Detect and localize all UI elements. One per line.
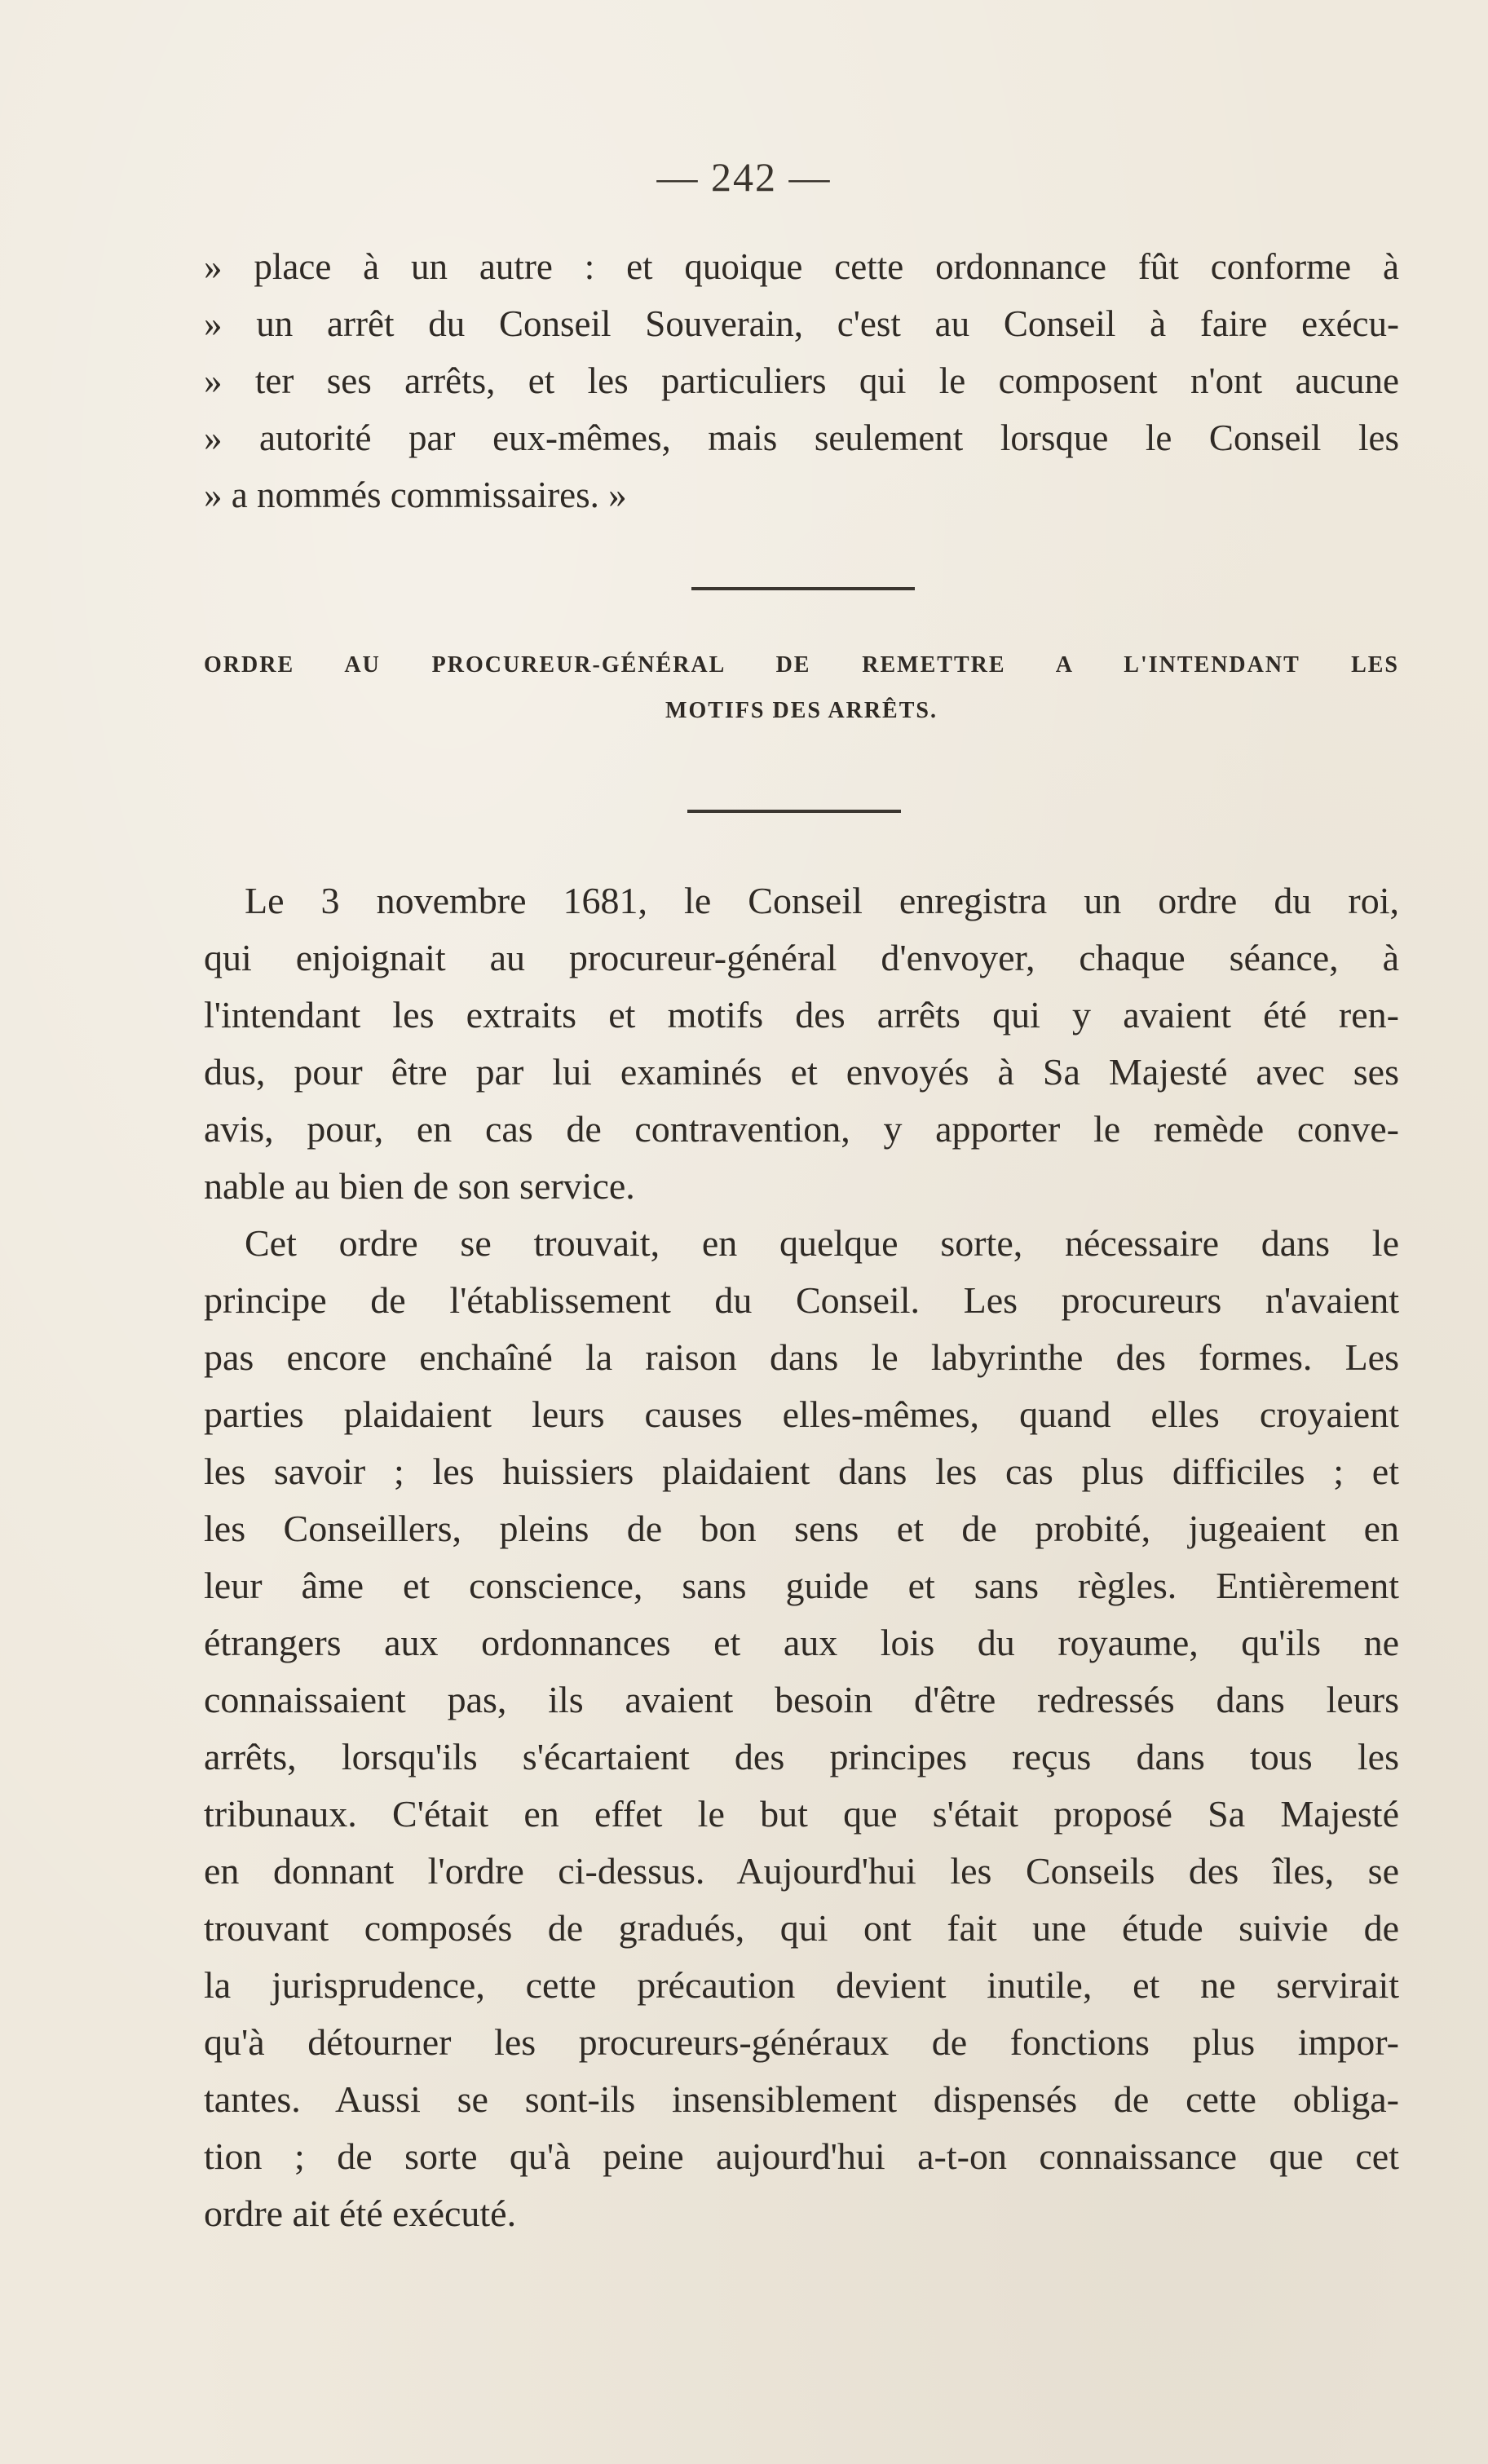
body-line: tribunaux. C'était en effet le but que s'était proposé Sa Majesté [204, 1793, 1399, 1835]
quote-line: » autorité par eux-mêmes, mais seulement lorsque le Conseil les [204, 417, 1399, 458]
quote-line: » ter ses arrêts, et les particuliers qui le composent n'ont aucune [204, 360, 1399, 401]
separator-rule [687, 810, 901, 813]
body-line: connaissaient pas, ils avaient besoin d'être redressés dans leurs [204, 1679, 1399, 1720]
body-line: les savoir ; les huissiers plaidaient dans les cas plus difficiles ; et [204, 1451, 1399, 1492]
body-line: qu'à détourner les procureurs-généraux de fonctions plus impor- [204, 2021, 1399, 2063]
body-line: tion ; de sorte qu'à peine aujourd'hui a-t-on connaissance que cet [204, 2135, 1399, 2177]
body-line: ordre ait été exécuté. [204, 2192, 517, 2234]
body-line: qui enjoignait au procureur-général d'envoyer, chaque séance, à [204, 937, 1399, 978]
body-line: avis, pour, en cas de contravention, y apporter le remède conve- [204, 1108, 1399, 1150]
body-line: pas encore enchaîné la raison dans le labyrinthe des formes. Les [204, 1336, 1399, 1378]
body-line: parties plaidaient leurs causes elles-mêmes, quand elles croyaient [204, 1393, 1399, 1435]
body-line: les Conseillers, pleins de bon sens et de probité, jugeaient en [204, 1508, 1399, 1549]
section-heading-line: MOTIFS DES ARRÊTS. [665, 698, 938, 723]
page-number: — 242 — [656, 154, 832, 200]
quote-line: » un arrêt du Conseil Souverain, c'est au Conseil à faire exécu- [204, 303, 1399, 344]
body-line: Le 3 novembre 1681, le Conseil enregistra un ordre du roi, [245, 880, 1399, 921]
body-line: leur âme et conscience, sans guide et sans règles. Entièrement [204, 1565, 1399, 1606]
separator-rule [691, 587, 915, 590]
quote-line: » place à un autre : et quoique cette ordonnance fût conforme à [204, 246, 1399, 287]
body-line: nable au bien de son service. [204, 1165, 635, 1207]
body-line: dus, pour être par lui examinés et envoyés à Sa Majesté avec ses [204, 1051, 1399, 1093]
body-line: la jurisprudence, cette précaution devient inutile, et ne servirait [204, 1964, 1399, 2006]
quote-line: » a nommés commissaires. » [204, 475, 627, 515]
body-line: Cet ordre se trouvait, en quelque sorte, nécessaire dans le [245, 1222, 1399, 1264]
body-line: étrangers aux ordonnances et aux lois du royaume, qu'ils ne [204, 1622, 1399, 1663]
body-line: tantes. Aussi se sont-ils insensiblement dispensés de cette obliga- [204, 2078, 1399, 2120]
body-line: arrêts, lorsqu'ils s'écartaient des principes reçus dans tous les [204, 1736, 1399, 1777]
body-line: principe de l'établissement du Conseil. Les procureurs n'avaient [204, 1279, 1399, 1321]
body-line: l'intendant les extraits et motifs des arrêts qui y avaient été ren- [204, 994, 1399, 1035]
section-heading-line: ORDRE AU PROCUREUR-GÉNÉRAL DE REMETTRE A L'INTENDANT LES [204, 652, 1399, 678]
body-line: en donnant l'ordre ci-dessus. Aujourd'hui les Conseils des îles, se [204, 1850, 1399, 1892]
body-line: trouvant composés de gradués, qui ont fait une étude suivie de [204, 1907, 1399, 1949]
